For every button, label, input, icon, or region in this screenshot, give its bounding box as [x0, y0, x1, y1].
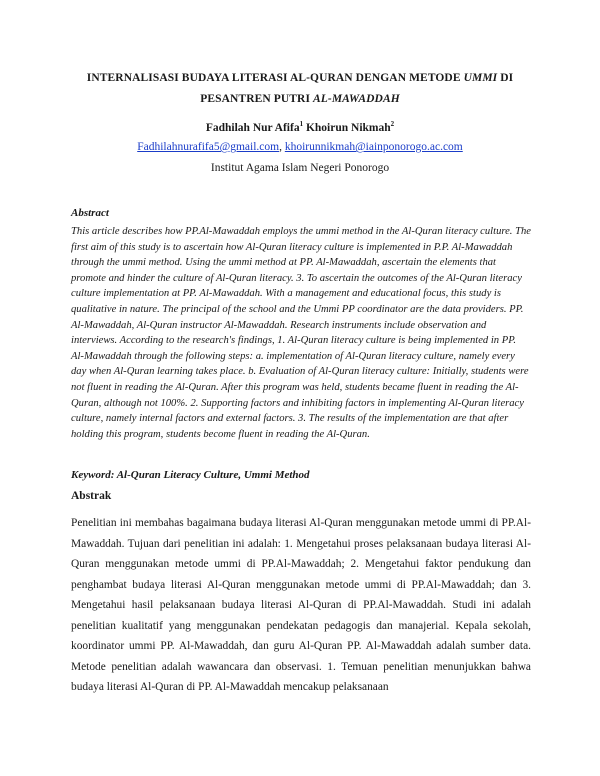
- abstrak-heading: Abstrak: [71, 490, 112, 502]
- title-method-name: UMMI: [463, 72, 498, 84]
- email-separator: ,: [279, 141, 285, 153]
- title-line-1: [60, 72, 540, 84]
- abstract-heading: Abstract: [71, 207, 109, 219]
- title-line-2-text: PESANTREN PUTRI: [200, 93, 314, 105]
- author-list: [60, 120, 540, 134]
- author-1-name: Fadhilah Nur Afifa: [205, 121, 300, 134]
- author-2-name: Khoirun Nikmah: [305, 121, 391, 134]
- email-link-2[interactable]: khoirunnikmah@iainponorogo.ac.com: [284, 141, 463, 153]
- title-line-2: [60, 93, 540, 105]
- author-1-affiliation: 1: [299, 120, 304, 128]
- author-2-affiliation: 2: [390, 120, 395, 128]
- email-link-1[interactable]: Fadhilahnurafifa5@gmail.com: [137, 141, 280, 153]
- abstract-body: This article describes how PP.Al-Mawaddah employs the ummi method in the Al-Quran literacy culture. The first aim of this study is to ascertain how Al-Quran literacy culture is implemented in P.P. Al-Mawaddah through the ummi method. Using the ummi method at PP. Al-Mawaddah, ascertain the elements that promote and hinder the culture of Al-Quran literacy. 3. To ascertain the outcomes of the Al-Quran literacy culture implementation at PP. Al-Mawaddah. With a management and educational focus, this study is qualitative in nature. The principal of the school and the Ummi PP coordinator are the data providers. PP. Al-Mawaddah, Al-Quran instructor Al-Mawaddah. Research instruments include observation and interviews. According to the research's findings, 1. Al-Quran literacy culture is being implemented in PP. Al-Mawaddah through the following steps: a. implementation of Al-Quran literacy culture, namely every day when Al-Quran learning takes place. b. Evaluation of Al-Quran literacy culture: Initially, students were not fluent in reading the Al-Quran. After this program was held, students became fluent in reading the Al-Quran, although not 100%. 2. Supporting factors and inhibiting factors in implementing Al-Quran literacy culture, namely internal factors and external factors. 3. The results of the implementation are that after holding this program, students become fluent in reading the Al-Quran.: [71, 226, 531, 440]
- abstrak-body: Penelitian ini membahas bagaimana budaya literasi Al-Quran menggunakan metode ummi di PP.Al-Mawaddah. Tujuan dari penelitian ini adalah: 1. Mengetahui proses pelaksanaan budaya literasi Al-Quran menggunakan metode ummi di PP.Al-Mawaddah; 2. Mengetahui faktor pendukung dan penghambat budaya literasi Al-Quran menggunakan metode ummi di PP.Al-Mawaddah; dan 3. Mengetahui hasil pelaksanaan budaya literasi Al-Quran di PP.Al-Mawaddah. Studi ini adalah penelitian kualitatif yang menggunakan pendekatan pedagogis dan manajerial. Kepala sekolah, koordinator ummi PP. Al-Mawaddah, dan guru Al-Quran PP. Al-Mawaddah adalah sumber data. Metode penelitian adalah wawancara dan observasi. 1. Temuan penelitian menunjukkan bahwa budaya literasi Al-Quran di PP. Al-Mawaddah mencakup pelaksanaan: [71, 517, 531, 693]
- title-line-1-end: DI: [497, 72, 514, 84]
- title-line-1-text: INTERNALISASI BUDAYA LITERASI AL-QURAN DENGAN METODE: [86, 72, 464, 84]
- author-emails: [60, 141, 540, 153]
- keywords: Keyword: Al-Quran Literacy Culture, Ummi Method: [71, 469, 310, 481]
- affiliation: Institut Agama Islam Negeri Ponorogo: [210, 162, 390, 174]
- title-institution-name: AL-MAWADDAH: [313, 93, 400, 105]
